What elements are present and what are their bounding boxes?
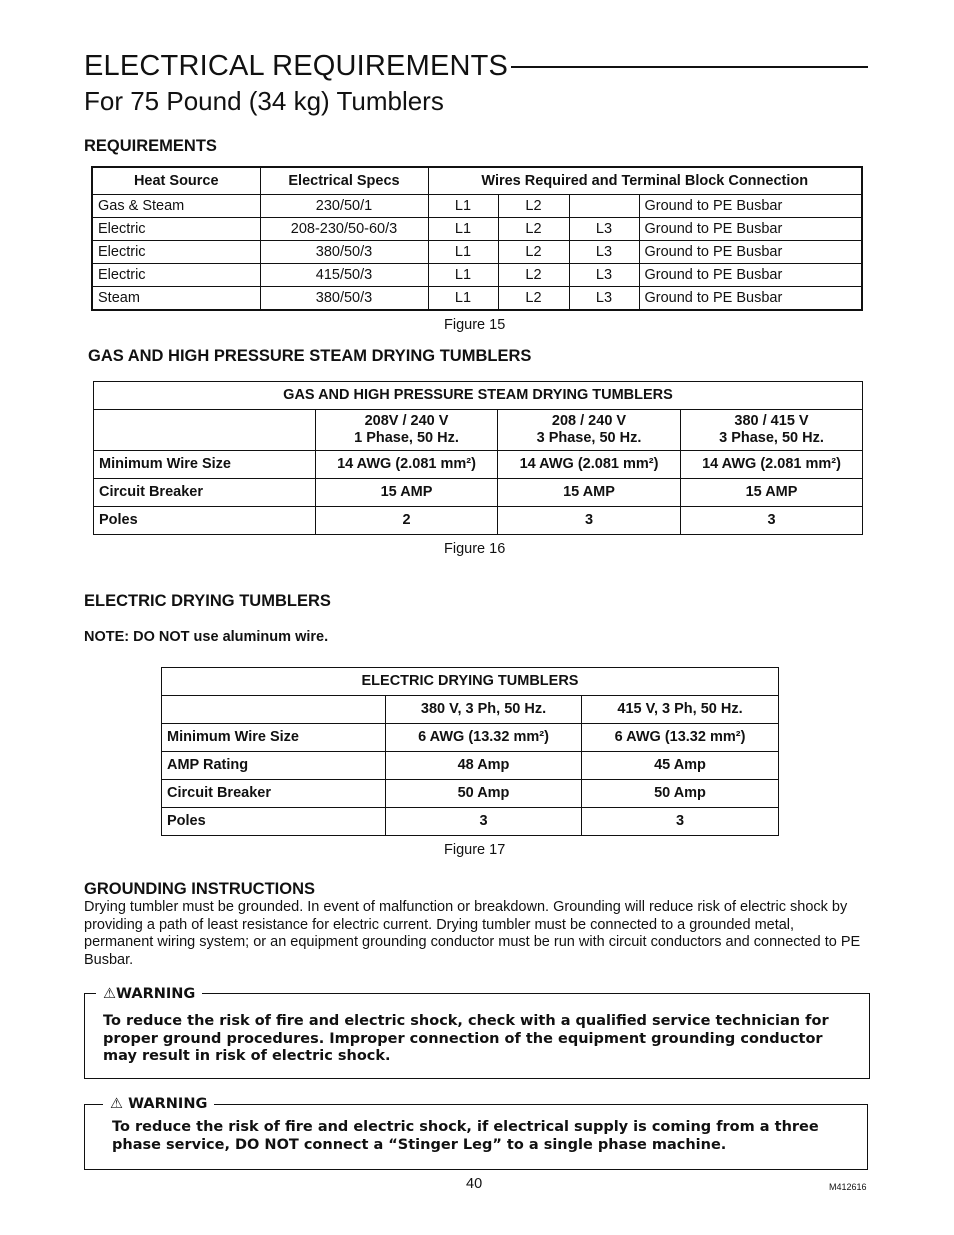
electric-table — [161, 667, 779, 836]
row-label: Poles — [162, 808, 386, 836]
warning-label-text: WARNING — [128, 1096, 208, 1112]
empty-header-cell — [162, 696, 386, 724]
table-row — [162, 780, 779, 808]
page-number: 40 — [466, 1176, 483, 1192]
wire-cell: L3 — [569, 241, 639, 264]
row-label: Circuit Breaker — [162, 780, 386, 808]
wire-cell: L2 — [498, 241, 569, 264]
spec-cell: 415/50/3 — [260, 264, 428, 287]
row-label: Minimum Wire Size — [94, 451, 316, 479]
column-header — [681, 410, 863, 451]
column-header — [498, 410, 681, 451]
figure-caption: Figure 17 — [444, 842, 506, 858]
electric-heading: ELECTRIC DRYING TUMBLERS — [84, 592, 331, 610]
value-cell: 15 AMP — [316, 479, 498, 507]
gas-steam-heading: GAS AND HIGH PRESSURE STEAM DRYING TUMBLERS — [88, 347, 532, 365]
column-header: 415 V, 3 Ph, 50 Hz. — [582, 696, 779, 724]
table-row — [92, 287, 862, 311]
heat-source-cell: Gas & Steam — [92, 195, 260, 218]
value-cell: 45 Amp — [582, 752, 779, 780]
aluminum-note: NOTE: DO NOT use aluminum wire. — [84, 629, 329, 645]
wire-cell: L2 — [498, 218, 569, 241]
value-cell: 2 — [316, 507, 498, 535]
value-cell: 3 — [582, 808, 779, 836]
wire-cell: L2 — [498, 264, 569, 287]
warning-label-text: WARNING — [116, 986, 196, 1002]
row-label: Circuit Breaker — [94, 479, 316, 507]
document-code: M412616 — [829, 1182, 867, 1192]
warning-icon: ⚠ — [110, 1096, 123, 1112]
header-line: 208V / 240 V — [364, 413, 449, 429]
header-line: 1 Phase, 50 Hz. — [354, 430, 459, 446]
table-row — [94, 507, 863, 535]
wire-cell — [569, 195, 639, 218]
warning-label — [103, 1096, 214, 1112]
ground-cell: Ground to PE Busbar — [639, 287, 862, 311]
page-title: ELECTRICAL REQUIREMENTS — [84, 50, 509, 82]
value-cell: 3 — [498, 507, 681, 535]
table-row — [94, 479, 863, 507]
wire-cell: L1 — [428, 287, 498, 311]
header-line: 3 Phase, 50 Hz. — [536, 430, 642, 446]
warning-icon: ⚠ — [103, 986, 116, 1002]
column-header: Wires Required and Terminal Block Connection — [428, 167, 862, 195]
header-line: 208 / 240 V — [551, 413, 627, 429]
grounding-heading: GROUNDING INSTRUCTIONS — [84, 880, 315, 898]
ground-cell: Ground to PE Busbar — [639, 218, 862, 241]
row-label: Poles — [94, 507, 316, 535]
spec-cell: 208-230/50-60/3 — [260, 218, 428, 241]
value-cell: 15 AMP — [681, 479, 863, 507]
wire-cell: L2 — [498, 287, 569, 311]
spec-cell: 230/50/1 — [260, 195, 428, 218]
title-rule — [511, 66, 868, 68]
figure-caption: Figure 16 — [444, 541, 506, 557]
gas-steam-table — [93, 381, 863, 535]
value-cell: 3 — [386, 808, 582, 836]
requirements-heading: REQUIREMENTS — [84, 137, 217, 155]
column-header — [316, 410, 498, 451]
heat-source-cell: Electric — [92, 264, 260, 287]
wire-cell: L1 — [428, 264, 498, 287]
page-subtitle: For 75 Pound (34 kg) Tumblers — [84, 86, 444, 116]
value-cell: 3 — [681, 507, 863, 535]
heat-source-cell: Steam — [92, 287, 260, 311]
table-header-row — [94, 410, 863, 451]
row-label: Minimum Wire Size — [162, 724, 386, 752]
ground-cell: Ground to PE Busbar — [639, 241, 862, 264]
column-header: Heat Source — [92, 167, 260, 195]
table-title: ELECTRIC DRYING TUMBLERS — [162, 668, 779, 696]
warning-text: To reduce the risk of fire and electric shock, check with a qualified service technician for proper ground procedures. Improper connection of the equipment grounding conductor may result in risk of electric shock. — [103, 1013, 829, 1064]
row-label: AMP Rating — [162, 752, 386, 780]
wire-cell: L1 — [428, 195, 498, 218]
heat-source-cell: Electric — [92, 241, 260, 264]
value-cell: 14 AWG (2.081 mm²) — [498, 451, 681, 479]
header-line: 380 / 415 V — [734, 413, 809, 429]
value-cell: 14 AWG (2.081 mm²) — [681, 451, 863, 479]
warning-label — [96, 986, 202, 1002]
spec-cell: 380/50/3 — [260, 241, 428, 264]
table-title: GAS AND HIGH PRESSURE STEAM DRYING TUMBLERS — [94, 382, 863, 410]
header-line: 3 Phase, 50 Hz. — [719, 430, 824, 446]
value-cell: 6 AWG (13.32 mm²) — [582, 724, 779, 752]
spec-cell: 380/50/3 — [260, 287, 428, 311]
empty-header-cell — [94, 410, 316, 451]
wire-cell: L1 — [428, 218, 498, 241]
warning-text: To reduce the risk of fire and electric shock, if electrical supply is coming from a three phase service, DO NOT connect a “Stinger Leg” to a single phase machine. — [112, 1119, 819, 1153]
value-cell: 50 Amp — [386, 780, 582, 808]
heat-source-cell: Electric — [92, 218, 260, 241]
table-title-row — [162, 668, 779, 696]
value-cell: 15 AMP — [498, 479, 681, 507]
column-header: 380 V, 3 Ph, 50 Hz. — [386, 696, 582, 724]
figure-caption: Figure 15 — [444, 317, 506, 333]
wire-cell: L2 — [498, 195, 569, 218]
value-cell: 14 AWG (2.081 mm²) — [316, 451, 498, 479]
ground-cell: Ground to PE Busbar — [639, 195, 862, 218]
grounding-text: Drying tumbler must be grounded. In event of malfunction or breakdown. Grounding will reduce risk of electric shock by providing a path of least resistance for electric current. Drying tumbler must be connected to a grounded metal, permanent wiring system; or an equipment grounding conductor must be run with circuit conductors and connected to PE Busbar. — [84, 899, 861, 968]
table-row — [92, 218, 862, 241]
table-title-row — [94, 382, 863, 410]
wire-cell: L3 — [569, 287, 639, 311]
table-header-row — [92, 167, 862, 195]
value-cell: 6 AWG (13.32 mm²) — [386, 724, 582, 752]
value-cell: 50 Amp — [582, 780, 779, 808]
table-row — [92, 241, 862, 264]
table-row — [94, 451, 863, 479]
table-row — [162, 724, 779, 752]
requirements-table — [91, 166, 863, 311]
value-cell: 48 Amp — [386, 752, 582, 780]
wire-cell: L3 — [569, 264, 639, 287]
column-header: Electrical Specs — [260, 167, 428, 195]
table-row — [92, 195, 862, 218]
wire-cell: L1 — [428, 241, 498, 264]
table-header-row — [162, 696, 779, 724]
table-row — [162, 752, 779, 780]
wire-cell: L3 — [569, 218, 639, 241]
table-row — [92, 264, 862, 287]
table-row — [162, 808, 779, 836]
ground-cell: Ground to PE Busbar — [639, 264, 862, 287]
